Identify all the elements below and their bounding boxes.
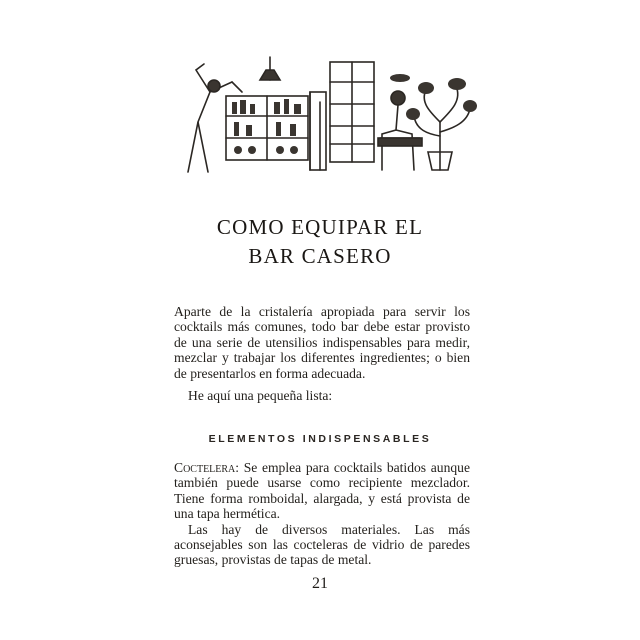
page-title-line-2: BAR CASERO <box>248 244 392 268</box>
page-title-line-1: COMO EQUIPAR EL <box>216 215 424 239</box>
list-intro: He aquí una pequeña lista: <box>188 388 333 403</box>
page-title <box>0 213 640 271</box>
entry-term: Coctelera: <box>174 460 240 475</box>
intro-paragraph: Aparte de la cristalería apropiada para servir los cocktails más comunes, todo bar debe estar provisto de una serie de utensilios indispensables para medir, mezclar y trabajar los diferentes ingredientes; o bien de presentarlos en forma adecuada. <box>174 304 470 381</box>
entry-paragraph-1 <box>174 460 470 522</box>
bar-scene-illustration <box>170 52 480 177</box>
entry-paragraph-2: Las hay de diversos materiales. Las más aconsejables son las cocteleras de vidrio de paredes gruesas, provistas de tapas de metal. <box>174 521 470 568</box>
entry-text: Se emplea para cocktails batidos aunque también puede usarse como recipiente mezclador. Tiene forma romboidal, alargada, y está provista de una tapa hermética. <box>174 460 470 522</box>
entry-coctelera <box>174 460 470 568</box>
section-heading: ELEMENTOS INDISPENSABLES <box>208 433 432 445</box>
page-number: 21 <box>312 575 328 592</box>
